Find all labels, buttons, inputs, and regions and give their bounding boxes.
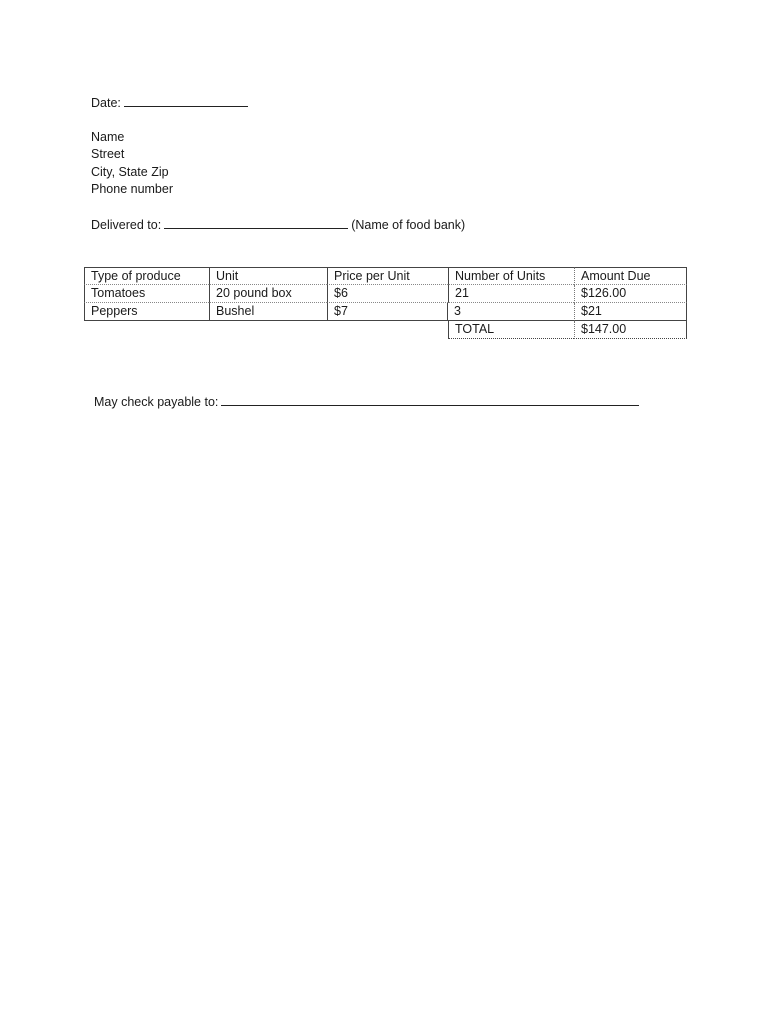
date-field[interactable]	[124, 94, 248, 107]
delivered-to-field[interactable]	[164, 216, 348, 229]
delivered-to-label: Delivered to:	[91, 218, 162, 232]
table-cell-amount: $126.00	[574, 285, 687, 303]
sender-city-state-zip: City, State Zip	[91, 165, 169, 179]
total-label: TOTAL	[448, 321, 574, 339]
sender-street: Street	[91, 147, 125, 161]
table-cell-units: 21	[448, 285, 574, 303]
table-cell-price: $7	[327, 303, 448, 321]
table-cell-produce: Peppers	[84, 303, 209, 321]
delivered-to-line	[91, 216, 465, 233]
header-amount-due: Amount Due	[574, 267, 687, 285]
total-value: $147.00	[574, 321, 687, 339]
sender-phone: Phone number	[91, 182, 174, 196]
header-type-of-produce: Type of produce	[84, 267, 209, 285]
header-price-per-unit: Price per Unit	[327, 267, 448, 285]
header-number-of-units: Number of Units	[448, 267, 574, 285]
header-unit: Unit	[209, 267, 327, 285]
table-cell-units: 3	[448, 303, 574, 321]
check-payable-field[interactable]	[221, 393, 639, 406]
table-cell-unit: 20 pound box	[209, 285, 327, 303]
check-payable-line	[94, 393, 639, 410]
table-cell-unit: Bushel	[209, 303, 327, 321]
table-cell-amount: $21	[574, 303, 687, 321]
date-line	[91, 94, 248, 111]
check-payable-label: May check payable to:	[94, 395, 219, 409]
table-cell-price: $6	[327, 285, 448, 303]
date-label: Date:	[91, 96, 121, 110]
sender-name: Name	[91, 130, 125, 144]
invoice-table	[84, 267, 687, 339]
delivered-to-note: (Name of food bank)	[351, 218, 466, 232]
table-cell-produce: Tomatoes	[84, 285, 209, 303]
